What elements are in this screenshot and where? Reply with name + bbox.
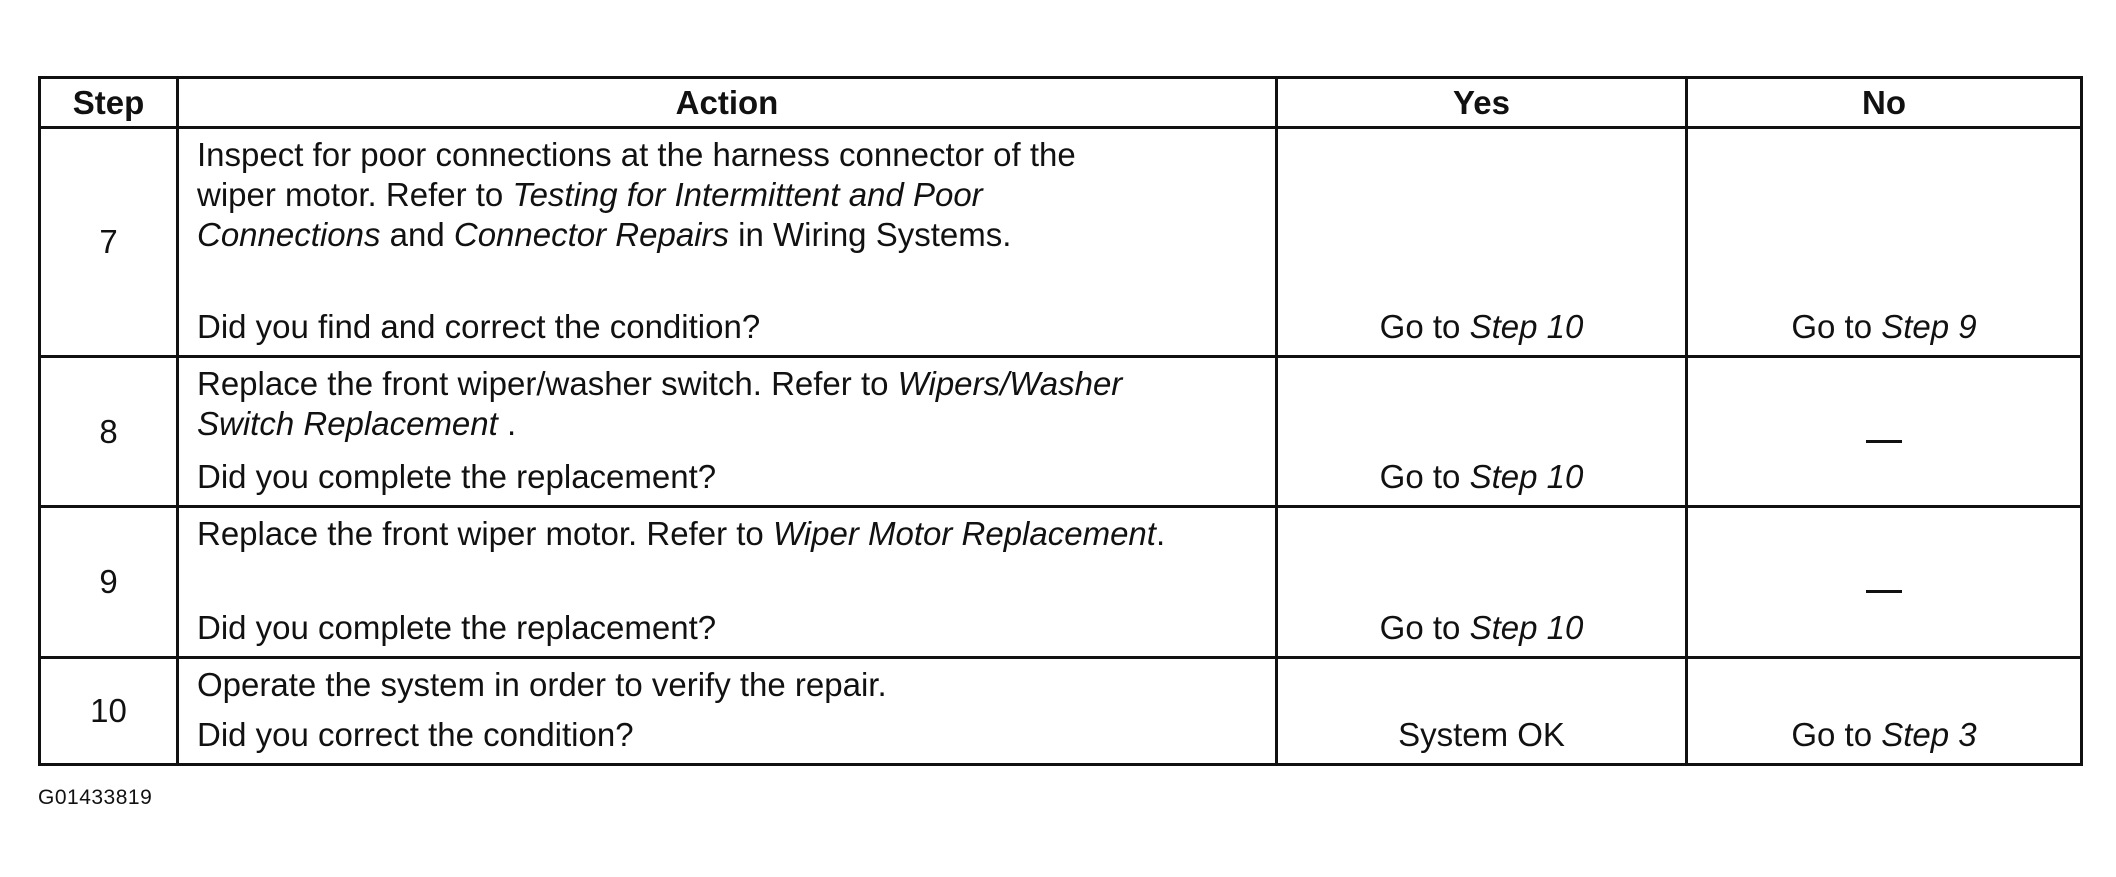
yes-step-link[interactable]: Step 10	[1469, 609, 1584, 646]
table-row-step-8	[40, 357, 2082, 507]
no-cell	[1687, 128, 2082, 357]
action-instruction	[197, 659, 1269, 705]
action-text: .	[1155, 515, 1166, 552]
action-text: Inspect for poor connections at the harness connector of the	[197, 136, 1076, 173]
header-no: No	[1687, 78, 2082, 128]
action-question: Did you find and correct the condition?	[197, 308, 761, 345]
diagnostic-table	[38, 76, 2083, 766]
action-wrap	[197, 358, 1269, 505]
header-action: Action	[178, 78, 1277, 128]
action-cell	[178, 507, 1277, 658]
action-instruction	[197, 508, 1269, 554]
action-wrap	[197, 508, 1269, 656]
action-instruction	[197, 129, 1269, 255]
reference-link[interactable]: Wipers/Washer	[897, 365, 1123, 402]
yes-prefix: Go to	[1379, 609, 1470, 646]
action-question: Did you complete the replacement?	[197, 458, 717, 495]
step-number: 7	[40, 128, 178, 357]
action-question: Did you complete the replacement?	[197, 609, 717, 646]
yes-prefix: Go to	[1379, 458, 1470, 495]
action-instruction	[197, 358, 1269, 444]
figure-id: G01433819	[38, 786, 153, 809]
action-text: .	[497, 405, 517, 442]
no-prefix: Go to	[1791, 716, 1882, 753]
action-question: Did you correct the condition?	[197, 716, 634, 753]
action-wrap	[197, 659, 1269, 763]
action-text: in Wiring Systems.	[729, 216, 1012, 253]
action-text: and	[380, 216, 454, 253]
yes-cell	[1277, 507, 1687, 658]
table-row-step-9	[40, 507, 2082, 658]
no-step-link[interactable]: Step 3	[1881, 716, 1977, 753]
reference-link[interactable]: Wiper Motor Replacement	[772, 515, 1156, 552]
yes-cell: System OK	[1277, 658, 1687, 765]
header-step: Step	[40, 78, 178, 128]
no-cell	[1687, 658, 2082, 765]
action-text: Replace the front wiper motor. Refer to	[197, 515, 773, 552]
step-number: 10	[40, 658, 178, 765]
yes-step-link[interactable]: Step 10	[1469, 458, 1584, 495]
table-row-step-7	[40, 128, 2082, 357]
step-number: 9	[40, 507, 178, 658]
not-applicable-dash	[1866, 440, 1902, 443]
reference-link[interactable]: Testing for Intermittent and Poor	[512, 176, 983, 213]
action-cell	[178, 128, 1277, 357]
header-row	[40, 78, 2082, 128]
yes-step-link[interactable]: Step 10	[1469, 308, 1584, 345]
header-yes: Yes	[1277, 78, 1687, 128]
yes-cell	[1277, 357, 1687, 507]
reference-link[interactable]: Connections	[197, 216, 381, 253]
no-cell	[1687, 357, 2082, 507]
reference-link[interactable]: Connector Repairs	[453, 216, 729, 253]
action-text: Operate the system in order to verify the repair.	[197, 666, 887, 703]
yes-cell	[1277, 128, 1687, 357]
no-step-link[interactable]: Step 9	[1881, 308, 1977, 345]
action-text: Replace the front wiper/washer switch. Refer to	[197, 365, 898, 402]
yes-prefix: Go to	[1379, 308, 1470, 345]
action-cell	[178, 658, 1277, 765]
step-number: 8	[40, 357, 178, 507]
reference-link[interactable]: Switch Replacement	[197, 405, 498, 442]
action-cell	[178, 357, 1277, 507]
no-cell	[1687, 507, 2082, 658]
action-wrap	[197, 129, 1269, 355]
action-text: wiper motor. Refer to	[197, 176, 513, 213]
not-applicable-dash	[1866, 590, 1902, 593]
no-prefix: Go to	[1791, 308, 1882, 345]
table-row-step-10	[40, 658, 2082, 765]
